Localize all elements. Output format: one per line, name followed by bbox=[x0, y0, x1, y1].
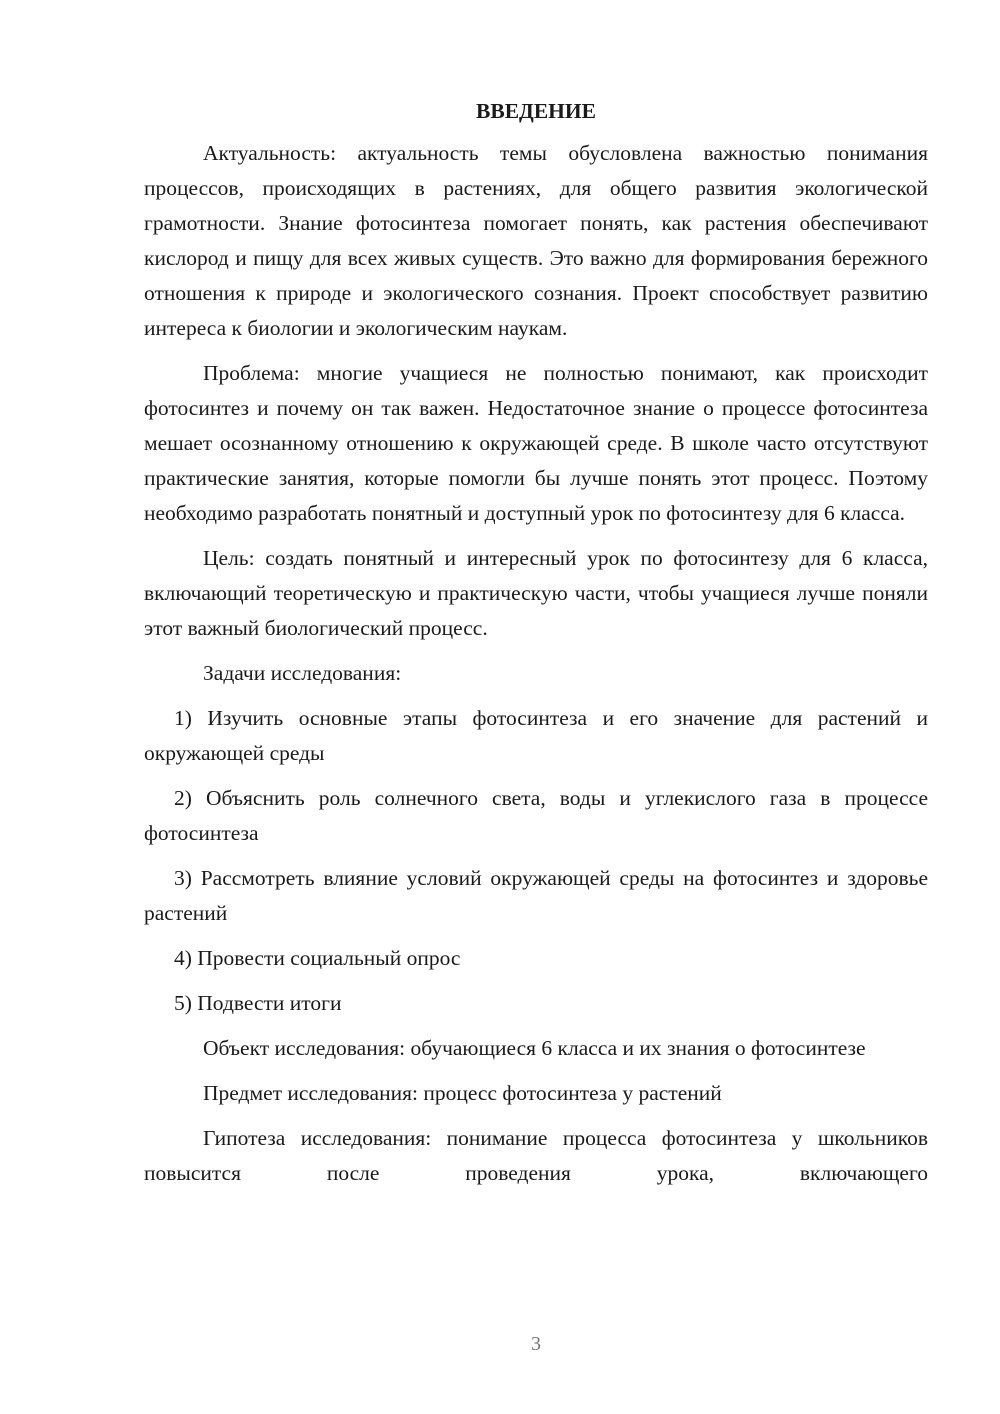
page-number: 3 bbox=[531, 1333, 541, 1355]
hypothesis-paragraph: Гипотеза исследования: понимание процесса фотосинтеза у школьников повысится после проведения урока, включающего bbox=[144, 1126, 928, 1185]
task-item-5: 5) Подвести итоги bbox=[174, 991, 342, 1015]
page-title: ВВЕДЕНИЕ bbox=[476, 99, 596, 123]
task-item-4: 4) Провести социальный опрос bbox=[174, 946, 461, 970]
research-subject-paragraph: Предмет исследования: процесс фотосинтеза у растений bbox=[203, 1081, 722, 1105]
relevance-paragraph: Актуальность: актуальность темы обусловлена важностью понимания процессов, происходящих в растениях, для общего развития экологической грамотности. Знание фотосинтеза помогает понять, как растения обеспечивают кислород и пищу для всех живых существ. Это важно для формирования бережного отношения к природе и экологического сознания. Проект способствует развитию интереса к биологии и экологическим наукам. bbox=[144, 141, 928, 340]
goal-paragraph: Цель: создать понятный и интересный урок по фотосинтезу для 6 класса, включающий теоретическую и практическую части, чтобы учащиеся лучше поняли этот важный биологический процесс. bbox=[144, 546, 928, 640]
document-page bbox=[144, 96, 928, 1201]
tasks-heading: Задачи исследования: bbox=[203, 661, 402, 685]
task-item-1: 1) Изучить основные этапы фотосинтеза и его значение для растений и окружающей среды bbox=[144, 706, 928, 765]
task-item-3: 3) Рассмотреть влияние условий окружающей среды на фотосинтез и здоровье растений bbox=[144, 866, 928, 925]
problem-paragraph: Проблема: многие учащиеся не полностью понимают, как происходит фотосинтез и почему он так важен. Недостаточное знание о процессе фотосинтеза мешает осознанному отношению к окружающей среде. В школе часто отсутствуют практические занятия, которые помогли бы лучше понять этот процесс. Поэтому необходимо разработать понятный и доступный урок по фотосинтезу для 6 класса. bbox=[144, 361, 928, 525]
research-object-paragraph: Объект исследования: обучающиеся 6 класса и их знания о фотосинтезе bbox=[203, 1036, 866, 1060]
task-item-2: 2) Объяснить роль солнечного света, воды и углекислого газа в процессе фотосинтеза bbox=[144, 786, 928, 845]
